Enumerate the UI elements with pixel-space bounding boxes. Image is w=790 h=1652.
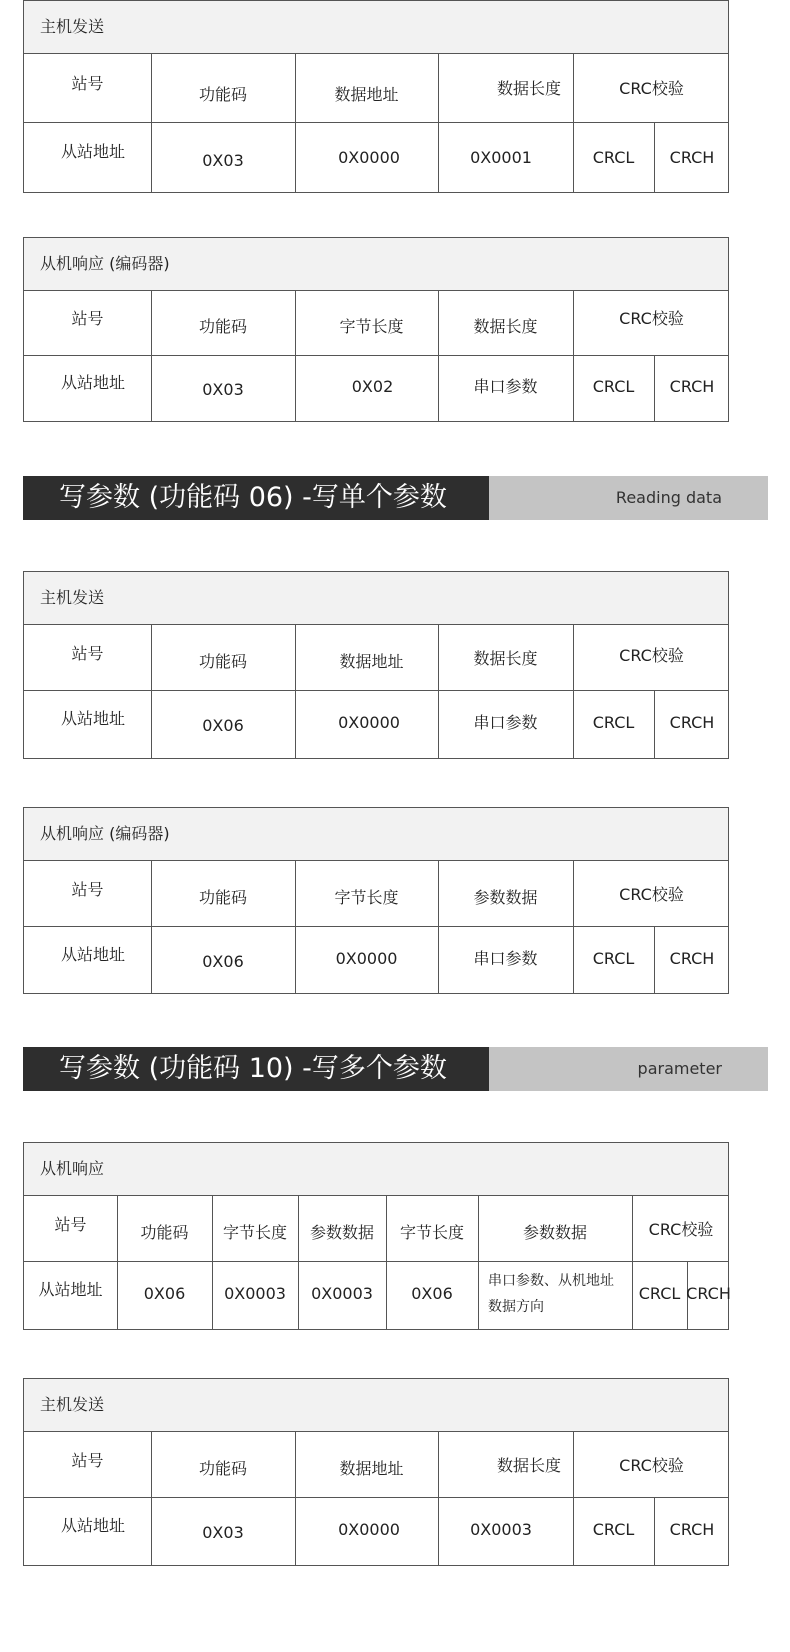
section-subtitle: parameter bbox=[637, 1059, 722, 1078]
data-cell: 0X06 bbox=[202, 951, 244, 971]
data-cell: 从站地址 bbox=[60, 372, 125, 392]
data-cell: 0X0003 bbox=[224, 1283, 286, 1303]
header-cell: 数据地址 bbox=[334, 84, 399, 104]
data-cell: 0X0003 bbox=[311, 1283, 373, 1303]
data-cell: 0X06 bbox=[143, 1283, 186, 1303]
header-cell: 参数数据 bbox=[309, 1222, 374, 1242]
section-title: 写参数 (功能码 06) -写单个参数 bbox=[23, 476, 489, 520]
data-cell: 0X03 bbox=[202, 150, 244, 170]
data-cell: CRCH bbox=[669, 948, 715, 968]
header-cell: CRC校验 bbox=[619, 884, 684, 904]
data-cell: 从站地址 bbox=[60, 708, 125, 728]
header-cell: 参数数据 bbox=[473, 887, 538, 907]
header-cell: 站号 bbox=[71, 73, 104, 93]
section-banner-multi-write bbox=[23, 1047, 768, 1091]
data-cell: CRCH bbox=[669, 712, 715, 732]
data-cell: 从站地址 bbox=[60, 1515, 125, 1535]
data-cell: 从站地址 bbox=[60, 141, 125, 161]
data-cell: 0X06 bbox=[411, 1283, 453, 1303]
header-cell: 数据地址 bbox=[339, 651, 404, 671]
table-title: 主机发送 bbox=[24, 1, 728, 54]
data-cell: 0X0001 bbox=[470, 147, 532, 167]
header-cell: 字节长度 bbox=[399, 1222, 464, 1242]
data-cell: 0X03 bbox=[202, 379, 244, 399]
data-cell: CRCH bbox=[669, 1519, 715, 1539]
header-cell: CRC校验 bbox=[619, 1455, 684, 1475]
data-cell: 从站地址 bbox=[60, 944, 125, 964]
data-cell: CRCL bbox=[638, 1283, 681, 1303]
header-cell: 数据地址 bbox=[339, 1458, 404, 1478]
header-cell: 功能码 bbox=[198, 887, 247, 907]
header-cell: 功能码 bbox=[140, 1222, 189, 1242]
header-cell: 数据长度 bbox=[473, 648, 538, 668]
table-slave-response-read bbox=[23, 237, 729, 422]
data-cell: 0X0003 bbox=[470, 1519, 532, 1539]
data-cell: CRCH bbox=[686, 1283, 731, 1303]
data-cell-multiline: 串口参数、从机地址数据方向 bbox=[488, 1273, 614, 1315]
header-cell: 字节长度 bbox=[334, 887, 399, 907]
header-cell: 站号 bbox=[54, 1214, 87, 1234]
section-banner-single-write bbox=[23, 476, 768, 520]
data-cell: 串口参数 bbox=[473, 712, 538, 732]
table-master-send-write-single bbox=[23, 571, 729, 759]
header-cell: 功能码 bbox=[198, 651, 247, 671]
header-cell: CRC校验 bbox=[648, 1219, 714, 1239]
header-cell: 站号 bbox=[71, 308, 104, 328]
header-cell: 功能码 bbox=[198, 1458, 247, 1478]
header-cell: 参数数据 bbox=[522, 1222, 587, 1242]
data-cell: CRCH bbox=[669, 147, 715, 167]
header-cell: CRC校验 bbox=[619, 308, 684, 328]
data-cell: CRCL bbox=[592, 1519, 635, 1539]
header-cell: 字节长度 bbox=[339, 316, 404, 336]
table-title: 从机响应 bbox=[24, 1143, 728, 1196]
table-slave-response-write-single bbox=[23, 807, 729, 994]
section-title: 写参数 (功能码 10) -写多个参数 bbox=[23, 1047, 489, 1091]
table-title: 从机响应 (编码器) bbox=[24, 238, 728, 291]
header-cell: 数据长度 bbox=[473, 316, 538, 336]
data-cell: CRCL bbox=[592, 712, 635, 732]
data-cell: CRCL bbox=[592, 147, 635, 167]
table-title: 主机发送 bbox=[24, 1379, 728, 1432]
data-cell: 0X02 bbox=[351, 376, 394, 396]
data-cell: CRCL bbox=[592, 948, 635, 968]
data-cell: CRCL bbox=[592, 376, 635, 396]
table-master-send-read bbox=[23, 0, 729, 193]
data-cell: 串口参数 bbox=[473, 948, 538, 968]
data-cell: CRCH bbox=[669, 376, 715, 396]
data-cell: 0X0000 bbox=[338, 147, 400, 167]
header-cell: 字节长度 bbox=[222, 1222, 287, 1242]
table-title: 从机响应 (编码器) bbox=[24, 808, 728, 861]
data-cell: 0X06 bbox=[202, 715, 244, 735]
table-master-send-write-multi bbox=[23, 1378, 729, 1566]
header-cell: 数据长度 bbox=[496, 1455, 561, 1475]
header-cell: CRC校验 bbox=[619, 78, 684, 98]
table-slave-response-write-multi bbox=[23, 1142, 729, 1330]
header-cell: 数据长度 bbox=[496, 78, 561, 98]
data-cell: 从站地址 bbox=[38, 1279, 103, 1299]
header-cell: 功能码 bbox=[198, 316, 247, 336]
header-cell: 站号 bbox=[71, 643, 104, 663]
section-subtitle: Reading data bbox=[615, 488, 722, 507]
table-title: 主机发送 bbox=[24, 572, 728, 625]
data-cell: 串口参数 bbox=[473, 376, 538, 396]
data-cell: 0X0000 bbox=[335, 948, 398, 968]
header-cell: CRC校验 bbox=[619, 645, 684, 665]
data-cell: 0X03 bbox=[202, 1522, 244, 1542]
header-cell: 功能码 bbox=[198, 84, 247, 104]
data-cell: 0X0000 bbox=[338, 1519, 400, 1539]
header-cell: 站号 bbox=[71, 879, 104, 899]
data-cell: 0X0000 bbox=[338, 712, 400, 732]
header-cell: 站号 bbox=[71, 1450, 104, 1470]
